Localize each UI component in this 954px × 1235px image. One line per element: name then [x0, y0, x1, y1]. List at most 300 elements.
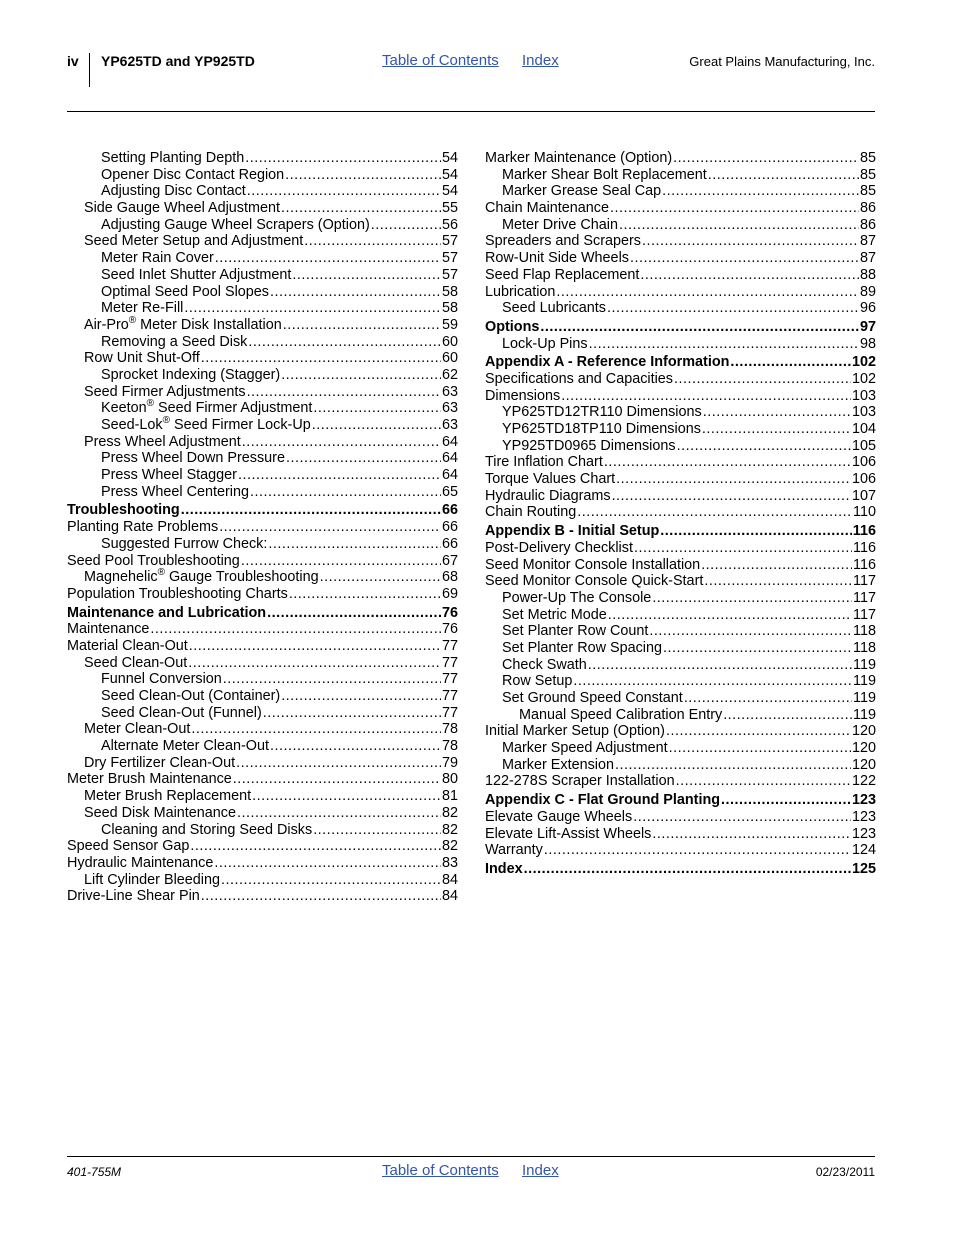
- toc-page-number: 57: [441, 266, 458, 283]
- dot-leader: [250, 484, 441, 501]
- toc-entry[interactable]: [67, 350, 458, 367]
- toc-entry[interactable]: [485, 354, 876, 371]
- toc-page-number: 59: [441, 316, 458, 333]
- toc-entry[interactable]: [67, 705, 458, 722]
- toc-entry[interactable]: [67, 367, 458, 384]
- toc-entry-title: Material Clean-Out: [67, 637, 188, 654]
- toc-entry-title: Options: [485, 318, 540, 335]
- toc-page-number: 78: [441, 721, 458, 738]
- toc-entry-title: Row Unit Shut-Off: [84, 350, 200, 367]
- toc-entry[interactable]: [485, 740, 876, 757]
- toc-entry[interactable]: [485, 842, 876, 859]
- toc-entry-title: Lubrication: [485, 283, 556, 300]
- toc-entry-title: Set Ground Speed Constant: [502, 690, 683, 706]
- toc-page-number: 65: [441, 483, 458, 500]
- toc-page-number: 105: [851, 437, 876, 454]
- toc-entry-title: Speed Sensor Gap: [67, 838, 190, 855]
- toc-entry-title: Meter Drive Chain: [502, 216, 618, 233]
- toc-page-number: 116: [853, 539, 876, 556]
- toc-entry[interactable]: [485, 336, 876, 353]
- toc-entry-title: Post-Delivery Checklist: [485, 539, 633, 556]
- toc-link[interactable]: Table of Contents: [382, 52, 499, 69]
- dot-leader: [677, 438, 851, 455]
- toc-entry[interactable]: [67, 183, 458, 200]
- toc-page-number: 125: [851, 860, 876, 877]
- toc-entry-title: Seed Monitor Console Quick-Start: [485, 573, 704, 590]
- dot-leader: [652, 826, 851, 843]
- toc-entry[interactable]: [67, 250, 458, 267]
- toc-entry-title: Meter Clean-Out: [84, 721, 191, 738]
- toc-page-number: 87: [859, 250, 876, 267]
- toc-entry[interactable]: [485, 404, 876, 421]
- dot-leader: [633, 809, 851, 826]
- toc-entry-title: Funnel Conversion: [101, 671, 222, 688]
- dot-leader: [252, 788, 441, 805]
- toc-entry-title: Set Planter Row Count: [502, 623, 649, 640]
- dot-leader: [708, 167, 859, 184]
- toc-entry[interactable]: [485, 504, 876, 521]
- toc-entry-title: Manual Speed Calibration Entry: [519, 706, 723, 723]
- toc-entry-title: Row-Unit Side Wheels: [485, 250, 629, 267]
- footer-toc-link[interactable]: Table of Contents: [382, 1162, 499, 1179]
- toc-entry-title: Dimensions: [485, 387, 561, 404]
- toc-entry[interactable]: [485, 371, 876, 388]
- toc-entry-title: YP625TD12TR110 Dimensions: [502, 404, 702, 421]
- toc-page-number: 77: [441, 688, 458, 704]
- dot-leader: [577, 504, 852, 521]
- dot-leader: [619, 217, 859, 234]
- dot-leader: [649, 623, 852, 640]
- toc-entry[interactable]: [485, 861, 876, 878]
- toc-page-number: 63: [441, 417, 458, 433]
- toc-entry[interactable]: [485, 319, 876, 336]
- toc-entry[interactable]: [67, 284, 458, 301]
- toc-entry-title: Marker Speed Adjustment: [502, 740, 668, 757]
- toc-entry-title: Set Planter Row Spacing: [502, 639, 662, 656]
- dot-leader: [304, 233, 441, 250]
- toc-entry[interactable]: [67, 334, 458, 351]
- toc-entry[interactable]: [67, 721, 458, 738]
- toc-entry[interactable]: [67, 586, 458, 603]
- toc-entry[interactable]: [67, 384, 458, 401]
- footer-rule: [67, 1156, 875, 1157]
- toc-entry[interactable]: [485, 471, 876, 488]
- toc-page-number: 96: [859, 300, 876, 317]
- dot-leader: [214, 855, 441, 872]
- toc-entry-title: Opener Disc Contact Region: [101, 166, 285, 183]
- toc-entry[interactable]: [485, 657, 876, 674]
- dot-leader: [610, 200, 859, 217]
- dot-leader: [673, 150, 859, 167]
- toc-entry[interactable]: [67, 233, 458, 250]
- toc-page-number: 64: [441, 450, 458, 467]
- toc-page-number: 56: [441, 216, 458, 233]
- toc-entry-title: Keeton® Seed Firmer Adjustment: [101, 398, 313, 417]
- toc-entry[interactable]: [67, 621, 458, 638]
- toc-entry-title: Meter Rain Cover: [101, 250, 214, 267]
- toc-entry-title: YP625TD18TP110 Dimensions: [502, 421, 701, 437]
- toc-entry[interactable]: [67, 671, 458, 688]
- toc-entry[interactable]: [67, 450, 458, 467]
- dot-leader: [608, 607, 852, 624]
- dot-leader: [238, 467, 441, 484]
- toc-entry-title: Seed Meter Setup and Adjustment: [84, 233, 304, 250]
- toc-entry-title: Dry Fertilizer Clean-Out: [84, 754, 236, 771]
- dot-leader: [247, 183, 441, 200]
- dot-leader: [286, 450, 441, 467]
- toc-page-number: 80: [441, 771, 458, 788]
- toc-entry[interactable]: [485, 217, 876, 234]
- dot-leader: [616, 471, 851, 488]
- dot-leader: [247, 384, 441, 401]
- toc-entry[interactable]: [485, 388, 876, 405]
- dot-leader: [703, 404, 851, 421]
- toc-entry[interactable]: [67, 805, 458, 822]
- toc-entry[interactable]: [485, 557, 876, 574]
- toc-entry[interactable]: [67, 417, 458, 434]
- dot-leader: [150, 621, 441, 638]
- toc-entry[interactable]: [485, 523, 876, 540]
- dot-leader: [188, 655, 441, 672]
- toc-entry[interactable]: [485, 673, 876, 690]
- toc-entry[interactable]: [67, 167, 458, 184]
- toc-entry-title: Removing a Seed Disk: [101, 333, 248, 350]
- toc-page-number: 107: [851, 487, 876, 504]
- toc-entry-title: Marker Grease Seal Cap: [502, 183, 662, 200]
- toc-entry[interactable]: [485, 454, 876, 471]
- toc-entry-title: Seed Clean-Out (Container): [101, 688, 281, 704]
- toc-page-number: 63: [441, 400, 458, 417]
- dot-leader: [662, 183, 859, 200]
- toc-page-number: 76: [441, 621, 458, 638]
- toc-page-number: 77: [441, 704, 458, 721]
- toc-page-number: 60: [441, 333, 458, 350]
- dot-leader: [223, 671, 441, 688]
- dot-leader: [524, 861, 851, 878]
- toc-entry[interactable]: [485, 640, 876, 657]
- toc-entry-title: Seed Disk Maintenance: [84, 804, 236, 821]
- toc-page-number: 117: [853, 589, 876, 606]
- toc-entry[interactable]: [67, 317, 458, 334]
- toc-entry-title: Press Wheel Down Pressure: [101, 450, 285, 467]
- toc-entry[interactable]: [485, 623, 876, 640]
- toc-page-number: 77: [441, 654, 458, 671]
- index-link[interactable]: Index: [522, 52, 559, 69]
- toc-page-number: 119: [853, 706, 876, 723]
- toc-entry-title: Drive-Line Shear Pin: [67, 888, 200, 905]
- toc-entry[interactable]: [67, 400, 458, 417]
- dot-leader: [676, 773, 851, 790]
- dot-leader: [190, 838, 441, 855]
- toc-page-number: 83: [441, 854, 458, 871]
- toc-page-number: 58: [441, 300, 458, 317]
- toc-entry[interactable]: [485, 540, 876, 557]
- toc-page-number: 103: [851, 404, 876, 421]
- toc-page-number: 54: [441, 150, 458, 166]
- dot-leader: [201, 350, 441, 367]
- toc-entry[interactable]: [67, 872, 458, 889]
- toc-entry[interactable]: [485, 590, 876, 607]
- dot-leader: [669, 740, 851, 757]
- dot-leader: [189, 638, 441, 655]
- doc-number: 401-755M: [67, 1165, 122, 1179]
- toc-page-number: 119: [853, 673, 876, 690]
- toc-page-number: 66: [441, 535, 458, 552]
- dot-leader: [660, 523, 851, 540]
- toc-entry-title: Suggested Furrow Check:: [101, 535, 268, 552]
- toc-entry-title: Seed Pool Troubleshooting: [67, 552, 240, 569]
- dot-leader: [191, 721, 441, 738]
- toc-page-number: 69: [441, 585, 458, 602]
- dot-leader: [263, 705, 441, 722]
- toc-entry[interactable]: [67, 888, 458, 905]
- toc-entry-title: Seed Clean-Out (Funnel): [101, 704, 262, 721]
- toc-page-number: 54: [441, 183, 458, 200]
- dot-leader: [730, 354, 851, 371]
- toc-entry-title: Chain Maintenance: [485, 200, 609, 217]
- dot-leader: [556, 284, 859, 301]
- dot-leader: [268, 536, 441, 553]
- toc-entry[interactable]: [485, 200, 876, 217]
- toc-page-number: 78: [441, 738, 458, 755]
- page-number: iv: [67, 53, 79, 69]
- toc-entry-title: Sprocket Indexing (Stagger): [101, 366, 281, 383]
- toc-entry[interactable]: [67, 738, 458, 755]
- toc-entry-title: Row Setup: [502, 673, 573, 690]
- dot-leader: [237, 805, 441, 822]
- company-name: Great Plains Manufacturing, Inc.: [689, 54, 875, 69]
- toc-entry[interactable]: [485, 488, 876, 505]
- dot-leader: [248, 334, 441, 351]
- toc-entry[interactable]: [485, 167, 876, 184]
- toc-page-number: 119: [853, 690, 876, 706]
- dot-leader: [219, 519, 441, 536]
- toc-entry[interactable]: [67, 855, 458, 872]
- toc-entry[interactable]: [67, 838, 458, 855]
- toc-entry-title: Adjusting Gauge Wheel Scrapers (Option): [101, 216, 370, 233]
- dot-leader: [313, 400, 441, 417]
- dot-leader: [281, 200, 441, 217]
- toc-page-number: 54: [441, 166, 458, 183]
- dot-leader: [540, 319, 859, 336]
- toc-entry-title: Set Metric Mode: [502, 606, 607, 623]
- toc-entry-title: Chain Routing: [485, 504, 577, 521]
- dot-leader: [242, 434, 441, 451]
- toc-entry[interactable]: [67, 755, 458, 772]
- toc-entry[interactable]: [485, 421, 876, 438]
- toc-entry-title: Alternate Meter Clean-Out: [101, 738, 269, 755]
- toc-entry[interactable]: [67, 434, 458, 451]
- toc-entry[interactable]: [485, 792, 876, 809]
- toc-entry-title: Appendix A - Reference Information: [485, 354, 730, 371]
- document-title: YP625TD and YP925TD: [101, 53, 255, 69]
- toc-entry[interactable]: [67, 655, 458, 672]
- toc-entry-title: Adjusting Disc Contact: [101, 183, 246, 200]
- toc-page-number: 60: [441, 350, 458, 367]
- toc-entry-title: Lock-Up Pins: [502, 335, 588, 352]
- toc-entry-title: Check Swath: [502, 656, 587, 673]
- toc-page-number: 123: [851, 792, 876, 809]
- toc-entry-title: Population Troubleshooting Charts: [67, 585, 288, 602]
- dot-leader: [285, 167, 441, 184]
- toc-entry[interactable]: [67, 688, 458, 705]
- dot-leader: [702, 421, 851, 438]
- dot-leader: [642, 233, 859, 250]
- toc-entry[interactable]: [67, 300, 458, 317]
- toc-entry-title: Meter Brush Replacement: [84, 788, 252, 805]
- toc-page-number: 63: [441, 383, 458, 400]
- toc-entry[interactable]: [67, 771, 458, 788]
- dot-leader: [544, 842, 851, 859]
- dot-leader: [371, 217, 441, 234]
- toc-entry[interactable]: [485, 300, 876, 317]
- toc-entry-title: Power-Up The Console: [502, 589, 652, 606]
- dot-leader: [267, 605, 441, 622]
- toc-page-number: 82: [441, 838, 458, 855]
- toc-entry-title: Seed Inlet Shutter Adjustment: [101, 266, 292, 283]
- toc-entry-title: Lift Cylinder Bleeding: [84, 871, 220, 888]
- toc-page-number: 82: [441, 821, 458, 838]
- toc-page-number: 86: [859, 216, 876, 233]
- toc-entry[interactable]: [67, 605, 458, 622]
- toc-page-number: 84: [441, 871, 458, 888]
- toc-entry[interactable]: [67, 484, 458, 501]
- toc-entry-title: Marker Shear Bolt Replacement: [502, 166, 707, 183]
- toc-entry[interactable]: [67, 569, 458, 586]
- dot-leader: [666, 723, 851, 740]
- toc-entry[interactable]: [67, 467, 458, 484]
- dot-leader: [221, 872, 441, 889]
- dot-leader: [270, 284, 441, 301]
- toc-entry[interactable]: [485, 267, 876, 284]
- toc-page-number: 118: [853, 623, 876, 640]
- revision-date: 02/23/2011: [815, 1165, 875, 1179]
- toc-entry[interactable]: [485, 150, 876, 167]
- toc-entry[interactable]: [67, 217, 458, 234]
- toc-entry[interactable]: [67, 638, 458, 655]
- toc-entry-title: Air-Pro® Meter Disk Installation: [84, 315, 282, 333]
- dot-leader: [270, 738, 441, 755]
- dot-leader: [181, 502, 441, 519]
- toc-entry[interactable]: [485, 707, 876, 724]
- toc-page-number: 66: [441, 502, 458, 519]
- toc-right-column: [485, 150, 876, 878]
- toc-entry-title: Warranty: [485, 842, 543, 859]
- toc-entry[interactable]: [485, 826, 876, 843]
- dot-leader: [612, 488, 851, 505]
- dot-leader: [701, 557, 852, 574]
- toc-page-number: 119: [853, 656, 876, 673]
- toc-entry[interactable]: [485, 284, 876, 301]
- toc-entry-title: Tire Inflation Chart: [485, 454, 603, 471]
- toc-page-number: 77: [441, 671, 458, 688]
- dot-leader: [588, 657, 852, 674]
- toc-entry[interactable]: [485, 773, 876, 790]
- toc-entry[interactable]: [485, 250, 876, 267]
- dot-leader: [604, 454, 851, 471]
- toc-entry-title: Appendix C - Flat Ground Planting: [485, 792, 721, 809]
- toc-page-number: 86: [859, 200, 876, 217]
- toc-entry-title: Seed Flap Replacement: [485, 266, 640, 283]
- dot-leader: [292, 267, 441, 284]
- toc-entry-title: Appendix B - Initial Setup: [485, 523, 660, 540]
- toc-entry[interactable]: [485, 183, 876, 200]
- dot-leader: [236, 755, 441, 772]
- toc-entry-title: Hydraulic Diagrams: [485, 487, 611, 504]
- toc-page-number: 123: [851, 808, 876, 825]
- toc-entry[interactable]: [485, 723, 876, 740]
- toc-entry-title: Marker Maintenance (Option): [485, 150, 673, 166]
- toc-entry-title: Press Wheel Stagger: [101, 467, 237, 484]
- toc-entry[interactable]: [485, 809, 876, 826]
- toc-page-number: 67: [441, 552, 458, 569]
- dot-leader: [615, 757, 851, 774]
- toc-page-number: 79: [441, 754, 458, 771]
- dot-leader: [289, 586, 441, 603]
- toc-entry[interactable]: [67, 536, 458, 553]
- toc-page-number: 117: [853, 573, 876, 590]
- toc-entry-title: Press Wheel Centering: [101, 483, 249, 500]
- toc-page-number: 103: [851, 387, 876, 404]
- toc-page-number: 122: [851, 773, 876, 790]
- dot-leader: [184, 300, 441, 317]
- toc-entry[interactable]: [67, 267, 458, 284]
- toc-page-number: 76: [441, 604, 458, 621]
- toc-entry[interactable]: [67, 553, 458, 570]
- toc-left-column: [67, 150, 458, 905]
- toc-entry[interactable]: [67, 150, 458, 167]
- toc-entry-title: Maintenance and Lubrication: [67, 604, 267, 621]
- dot-leader: [312, 417, 441, 434]
- dot-leader: [640, 267, 859, 284]
- toc-entry-title: 122-278S Scraper Installation: [485, 773, 675, 790]
- toc-entry[interactable]: [485, 607, 876, 624]
- dot-leader: [561, 388, 851, 405]
- toc-page-number: 85: [859, 166, 876, 183]
- toc-entry-title: Magnehelic® Gauge Troubleshooting: [84, 567, 319, 586]
- dot-leader: [283, 317, 441, 334]
- toc-entry[interactable]: [67, 788, 458, 805]
- dot-leader: [652, 590, 852, 607]
- toc-entry[interactable]: [67, 519, 458, 536]
- toc-entry[interactable]: [67, 502, 458, 519]
- toc-entry[interactable]: [485, 690, 876, 707]
- dot-leader: [573, 673, 852, 690]
- toc-entry-title: Meter Brush Maintenance: [67, 771, 232, 788]
- toc-page-number: 106: [851, 454, 876, 471]
- toc-entry[interactable]: [485, 438, 876, 455]
- dot-leader: [607, 300, 859, 317]
- toc-page-number: 124: [851, 842, 876, 859]
- toc-page-number: 88: [859, 266, 876, 283]
- toc-entry-title: Index: [485, 860, 523, 877]
- toc-page-number: 116: [853, 556, 876, 573]
- toc-page-number: 81: [441, 788, 458, 805]
- toc-entry[interactable]: [67, 200, 458, 217]
- toc-entry[interactable]: [485, 233, 876, 250]
- toc-page-number: 120: [851, 723, 876, 740]
- toc-entry[interactable]: [485, 573, 876, 590]
- toc-entry-title: Hydraulic Maintenance: [67, 854, 214, 871]
- footer-index-link[interactable]: Index: [522, 1162, 559, 1179]
- toc-entry-title: Torque Values Chart: [485, 471, 616, 488]
- toc-entry[interactable]: [67, 822, 458, 839]
- toc-entry-title: Planting Rate Problems: [67, 519, 219, 536]
- dot-leader: [630, 250, 859, 267]
- toc-page-number: 57: [441, 250, 458, 267]
- toc-entry[interactable]: [485, 757, 876, 774]
- toc-page-number: 98: [859, 335, 876, 352]
